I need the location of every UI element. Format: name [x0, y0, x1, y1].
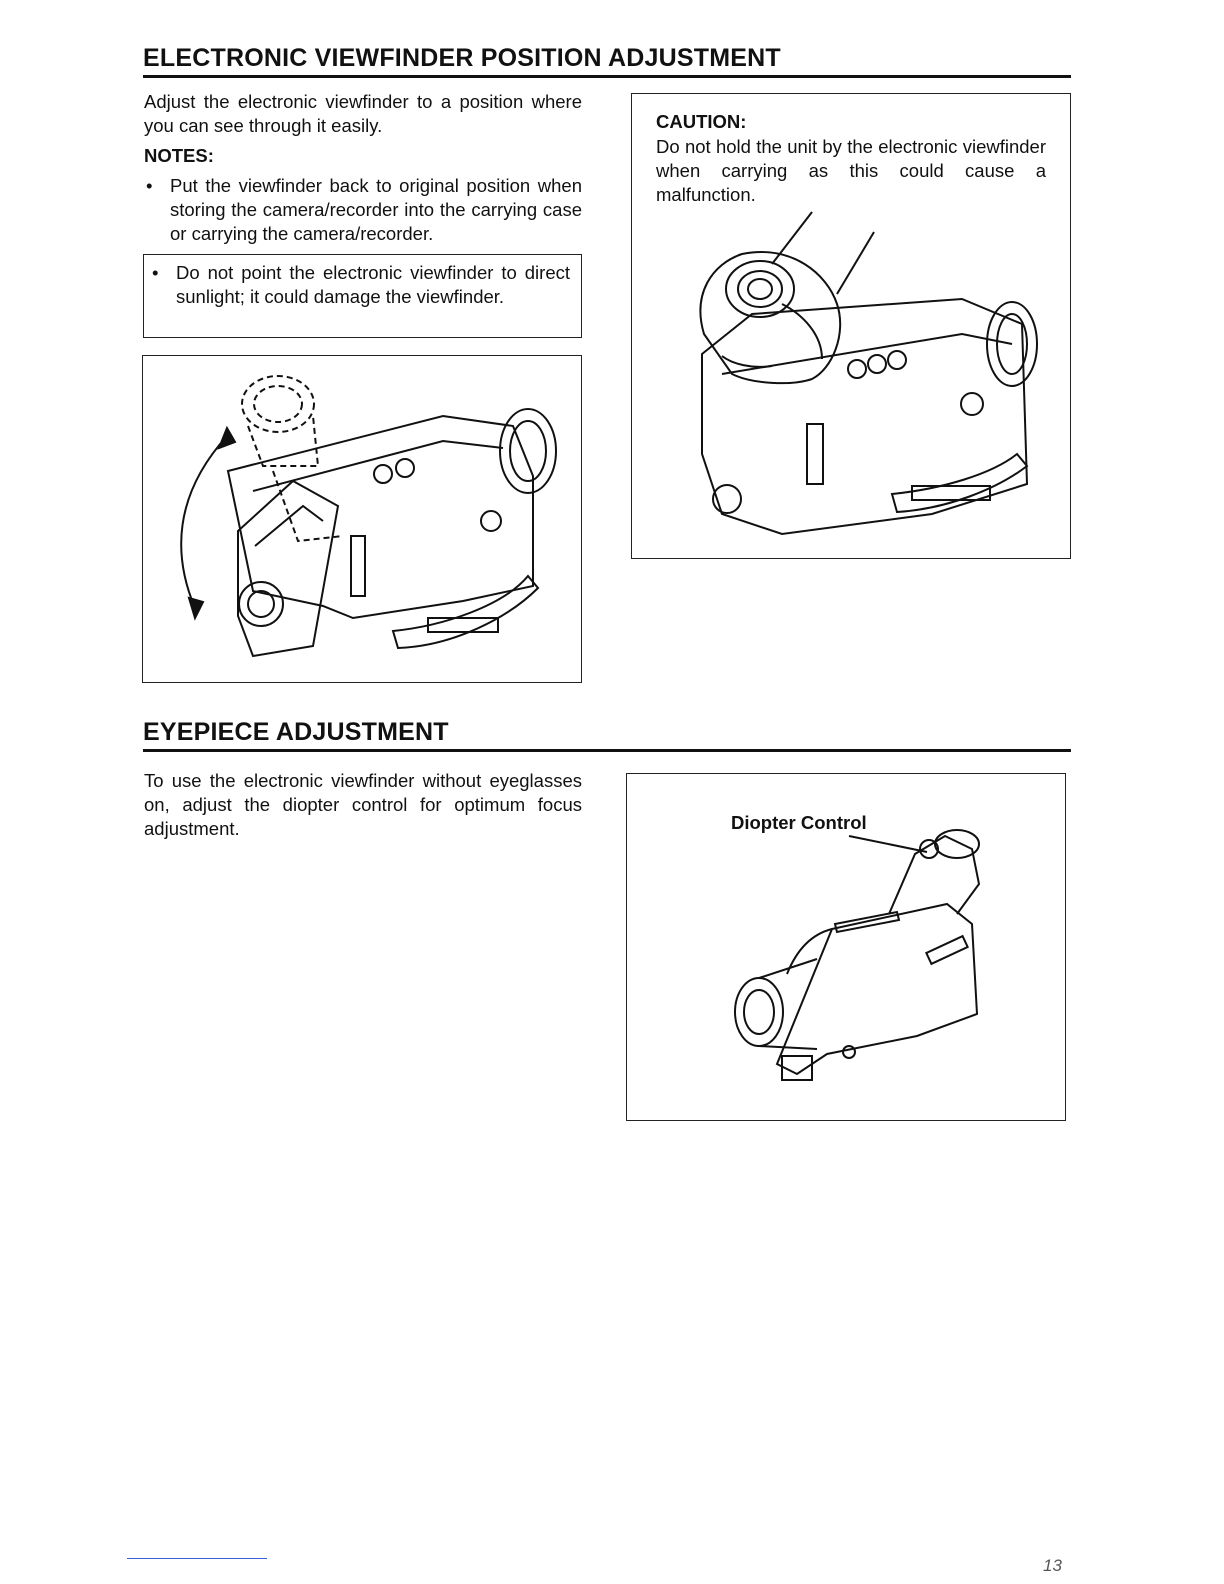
section-rule	[143, 749, 1071, 752]
page-number: 13	[1043, 1556, 1062, 1575]
intro-text: Adjust the electronic viewfinder to a position where you can see through it easily.	[144, 91, 582, 136]
bullet-glyph: •	[152, 262, 159, 283]
note-item	[146, 174, 582, 246]
note-text: Put the viewfinder back to original position when storing the camera/recorder into the carrying case or carrying the camera/recorder.	[170, 175, 582, 244]
note-text: Do not point the electronic viewfinder to direct sunlight; it could damage the viewfinder.	[176, 262, 570, 307]
figure-viewfinder-rotation	[142, 355, 582, 683]
section-title-viewfinder-position: ELECTRONIC VIEWFINDER POSITION ADJUSTMENT	[143, 44, 781, 72]
section-title-eyepiece: EYEPIECE ADJUSTMENT	[143, 718, 449, 746]
diopter-control-label: Diopter Control	[731, 812, 867, 833]
eyepiece-text: To use the electronic viewfinder without eyeglasses on, adjust the diopter control for optimum focus adjustment.	[144, 770, 582, 839]
section-rule	[143, 75, 1071, 78]
notes-label: NOTES:	[144, 145, 214, 166]
footnote-divider	[127, 1558, 267, 1559]
caution-text: Do not hold the unit by the electronic viewfinder when carrying as this could cause a malfunction.	[656, 136, 1046, 205]
bullet-glyph: •	[146, 175, 153, 196]
note-item	[152, 261, 570, 309]
camcorder-illustration	[143, 356, 583, 684]
caution-label: CAUTION:	[656, 111, 747, 132]
